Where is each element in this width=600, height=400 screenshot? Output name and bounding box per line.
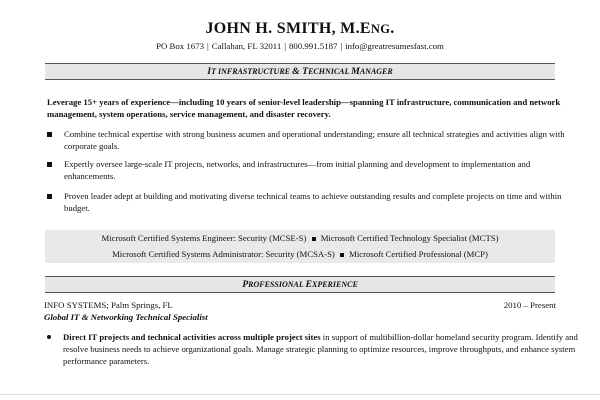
list-item-text: Proven leader adept at building and motivating diverse technical teams to achieve outstanding results and complete projects on time and within budget. xyxy=(64,191,562,213)
banner-text: ECHNICAL xyxy=(308,67,352,76)
job-dates: 2010 – Present xyxy=(503,300,556,310)
certifications-box xyxy=(45,230,555,263)
square-separator-icon xyxy=(340,253,344,257)
contact-email[interactable]: info@greatresumesfast.com xyxy=(345,41,444,51)
contact-line xyxy=(0,41,600,51)
name-end: . xyxy=(390,20,395,37)
banner-text: T xyxy=(302,66,309,77)
list-item xyxy=(45,129,565,152)
banner-text: ROFESSIONAL xyxy=(248,280,306,289)
round-bullet-icon xyxy=(47,335,51,339)
square-bullet-icon xyxy=(47,162,52,167)
list-item xyxy=(45,191,565,214)
cert-item: Microsoft Certified Professional (MCP) xyxy=(349,249,488,259)
banner-text: XPERIENCE xyxy=(312,280,358,289)
square-bullet-icon xyxy=(47,132,52,137)
banner-text: T INFRASTRUCTURE xyxy=(211,67,292,76)
job-header xyxy=(44,300,554,310)
contact-separator: | xyxy=(340,41,343,51)
contact-city: Callahan, FL 32011 xyxy=(211,41,282,51)
name-suffix: NG xyxy=(370,22,391,36)
cert-row xyxy=(45,230,555,246)
cert-item: Microsoft Certified Systems Engineer: Security (MCSE-S) xyxy=(101,233,307,243)
summary-paragraph: Leverage 15+ years of experience—including 10 years of senior-level leadership—spanning IT infrastructure, communication and network management, system operations, service management, and disaster recovery. xyxy=(47,97,561,119)
banner-text: & xyxy=(292,66,303,77)
banner-text: ANAGER xyxy=(359,67,393,76)
job-title: Global IT & Networking Technical Specialist xyxy=(44,312,208,322)
list-item xyxy=(45,159,565,182)
contact-address: PO Box 1673 xyxy=(156,41,204,51)
page-divider xyxy=(0,394,600,395)
list-item-text: Combine technical expertise with strong business acumen and operational understanding; ensure all technical strategies and activities align with corporate goals. xyxy=(64,129,565,151)
job-company: INFO SYSTEMS; Palm Springs, FL xyxy=(44,300,173,310)
cert-item: Microsoft Certified Systems Administrator: Security (MCSA-S) xyxy=(112,249,335,259)
square-bullet-icon xyxy=(47,194,52,199)
job-bullet-lead: Direct IT projects and technical activities across multiple project sites xyxy=(63,332,321,342)
candidate-name xyxy=(0,20,600,38)
banner-text: I xyxy=(207,66,212,77)
experience-banner xyxy=(45,276,555,293)
square-separator-icon xyxy=(312,237,316,241)
contact-separator: | xyxy=(284,41,286,51)
cert-item: Microsoft Certified Technology Specialist (MCTS) xyxy=(320,233,499,243)
banner-text: E xyxy=(305,279,312,290)
job-bullet-text: in support of multibillion-dollar homeland security program. Identify and resolve business needs to achieve organizational goals. Manage strategic planning to optimize resources, improve throughputs, and enhance system performance parameters. xyxy=(63,332,578,366)
contact-phone: 800.991.5187 xyxy=(289,41,338,51)
job-bullet xyxy=(44,331,589,367)
target-title-banner xyxy=(45,63,555,80)
contact-separator: | xyxy=(207,41,209,51)
list-item-text: Expertly oversee large-scale IT projects, networks, and infrastructures—from initial planning and development to implementation and enhancements. xyxy=(64,159,531,181)
banner-text: P xyxy=(242,279,249,290)
cert-row xyxy=(45,246,555,262)
banner-text: M xyxy=(351,66,360,77)
name-main: JOHN H. SMITH, M.E xyxy=(205,20,371,37)
